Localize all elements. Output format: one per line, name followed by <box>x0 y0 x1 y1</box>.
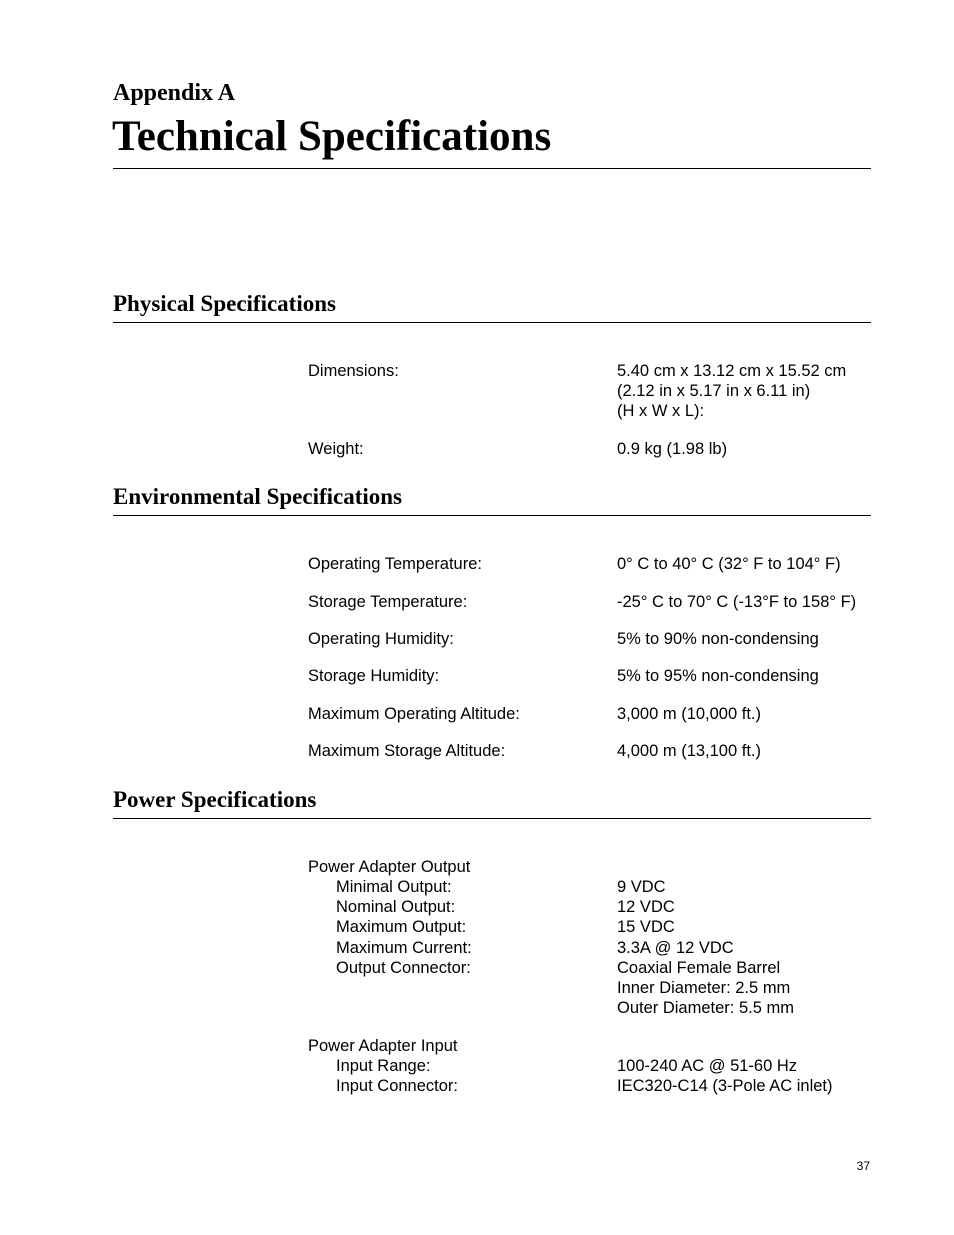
weight-label: Weight: <box>308 440 364 458</box>
power-output-group-label: Power Adapter Output <box>308 858 471 876</box>
physical-specs-divider <box>113 322 871 323</box>
dimensions-order: (H x W x L): <box>617 402 705 421</box>
spec-value: 100-240 AC @ 51-60 Hz <box>617 1057 798 1075</box>
connector-inner-diameter: Inner Diameter: 2.5 mm <box>617 979 791 998</box>
environmental-specs-heading: Environmental Specifications <box>113 484 403 509</box>
spec-value: 9 VDC <box>617 878 666 896</box>
dimensions-label: Dimensions: <box>308 362 399 380</box>
power-input-group-label: Power Adapter Input <box>308 1037 458 1055</box>
spec-value: 3.3A @ 12 VDC <box>617 939 734 957</box>
spec-value: 5% to 90% non-condensing <box>617 630 819 648</box>
weight-value: 0.9 kg (1.98 lb) <box>617 440 728 458</box>
spec-label: Input Connector: <box>336 1077 458 1095</box>
spec-label: Output Connector: <box>336 959 471 977</box>
appendix-label: Appendix A <box>113 80 236 106</box>
physical-specs-heading: Physical Specifications <box>113 291 336 316</box>
spec-value: IEC320-C14 (3-Pole AC inlet) <box>617 1077 833 1095</box>
environmental-specs-divider <box>113 515 871 516</box>
connector-type: Coaxial Female Barrel <box>617 959 781 977</box>
spec-label: Storage Humidity: <box>308 667 440 685</box>
dimensions-metric: 5.40 cm x 13.12 cm x 15.52 cm <box>617 362 847 380</box>
spec-value: 12 VDC <box>617 898 675 916</box>
spec-label: Nominal Output: <box>336 898 456 916</box>
spec-label: Storage Temperature: <box>308 593 468 611</box>
spec-label: Maximum Storage Altitude: <box>308 742 506 760</box>
spec-label: Maximum Operating Altitude: <box>308 705 520 723</box>
page-number: 37 <box>856 1159 870 1173</box>
spec-label: Minimal Output: <box>336 878 452 896</box>
spec-label: Operating Temperature: <box>308 555 482 573</box>
spec-label: Input Range: <box>336 1057 431 1075</box>
spec-label: Maximum Output: <box>336 918 467 936</box>
dimensions-imperial: (2.12 in x 5.17 in x 6.11 in) <box>617 382 811 401</box>
spec-value: 15 VDC <box>617 918 675 936</box>
power-specs-divider <box>113 818 871 819</box>
dimensions-value <box>617 361 846 422</box>
connector-outer-diameter: Outer Diameter: 5.5 mm <box>617 999 794 1018</box>
spec-label: Operating Humidity: <box>308 630 454 648</box>
spec-value <box>617 958 794 1019</box>
spec-value: 0° C to 40° C (32° F to 104° F) <box>617 555 841 573</box>
spec-value: 5% to 95% non-condensing <box>617 667 819 685</box>
title-divider <box>113 168 871 169</box>
spec-value: -25° C to 70° C (-13°F to 158° F) <box>617 593 857 611</box>
spec-value: 4,000 m (13,100 ft.) <box>617 742 761 760</box>
power-specs-heading: Power Specifications <box>113 787 317 812</box>
spec-value: 3,000 m (10,000 ft.) <box>617 705 761 723</box>
spec-label: Maximum Current: <box>336 939 472 957</box>
page-title: Technical Specifications <box>112 113 552 160</box>
